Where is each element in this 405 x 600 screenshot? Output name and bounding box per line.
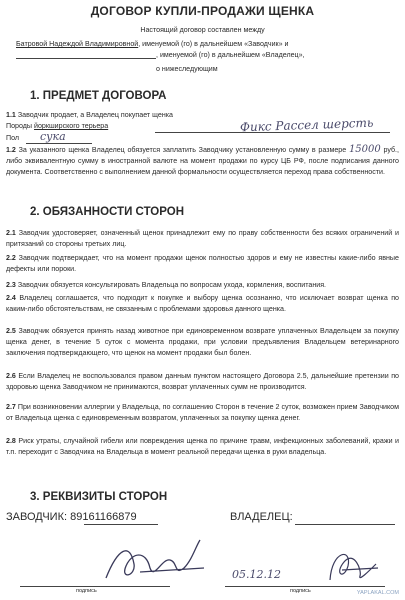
breeder-phone-underline: [84, 524, 158, 525]
section1-title: 1. ПРЕДМЕТ ДОГОВОРА: [30, 90, 167, 102]
p1-2-text-b: руб., либо эквивалентную сумму в иностранной валюте на момент продажи по курсу ЦБ РФ, после подписания данного документа. Соответственно с выполнением данной формальности осуществляется переход права собственности.: [6, 146, 399, 176]
p2-7-text: При возникновении аллергии у Владельца, по соглашению Сторон в течение 2 суток, возможен прием Заводчиком от Владельца щенка с единовременным возвратом, уплаченных за покупку щенка денег.: [6, 403, 399, 422]
party1-name: Батровой Надеждой Владимировной: [16, 40, 139, 48]
p2-2-text: Заводчик подтверждает, что на момент продажи щенок полностью здоров и ему не известны какие-либо явные дефекты или пороки.: [6, 254, 399, 273]
p2-8: [6, 436, 399, 458]
handwritten-date: 05.12.12: [232, 568, 281, 581]
party2-role: , именуемой (го) в дальнейшем «Владелец»,: [156, 51, 305, 59]
p2-5: [6, 326, 399, 359]
p1-1-text: Заводчик продает, а Владелец покупает щенка: [17, 111, 173, 119]
section2-title: 2. ОБЯЗАННОСТИ СТОРОН: [30, 206, 185, 218]
party1-line: [16, 39, 289, 50]
owner-signature: [322, 540, 382, 588]
breeder-signature-caption: подпись: [76, 588, 97, 594]
p1-2: [6, 145, 399, 178]
p2-8-number: 2.8: [6, 437, 16, 445]
p2-2-number: 2.2: [6, 254, 16, 262]
p1-1-number: 1.1: [6, 111, 16, 119]
p1-1: [6, 110, 173, 121]
p2-4-text: Владелец соглашается, что подходит к покупке и выбору щенка осознанно, что исключает возврат щенка по каким-либо обстоятельствам, не связанным с проблемами здоровья данного щенка.: [6, 294, 399, 313]
p2-3: [6, 280, 399, 291]
breeder-label: ЗАВОДЧИК: 89161166879: [6, 511, 137, 523]
p2-1: [6, 228, 399, 250]
watermark: YAPLAKAL.COM: [356, 590, 399, 596]
p1-2-text-a: За указанного щенка Владелец обязуется заплатить Заводчику установленную сумму в размере: [18, 146, 347, 154]
breed-value: йоркширского терьера: [34, 122, 109, 130]
breed-label: Породы: [6, 122, 33, 130]
owner-label: ВЛАДЕЛЕЦ:: [230, 511, 293, 523]
p2-4-number: 2.4: [6, 294, 16, 302]
p2-7-number: 2.7: [6, 403, 16, 411]
document-title: ДОГОВОР КУПЛИ-ПРОДАЖИ ЩЕНКА: [90, 4, 315, 18]
p2-3-text: Заводчик обязуется консультировать Владельца по вопросам ухода, кормления, воспитания.: [17, 281, 327, 289]
p2-2: [6, 253, 399, 275]
p2-1-text: Заводчик удостоверяет, означенный щенок принадлежит ему по праву собственности без всяких ограничений и притязаний со стороны третьих лиц.: [6, 229, 399, 248]
party2-blank-line: [16, 58, 156, 59]
sex-label: Пол: [6, 134, 20, 142]
handwritten-sex: сука: [40, 130, 66, 143]
handwritten-sum: 15000: [348, 144, 381, 155]
p2-5-text: Заводчик обязуется принять назад животное при единовременном возврате уплаченных Владельцем за покупку щенка денег, в течение 5 суток с момента продажи, при условии предъявления Владельцем ветеринарного заключения подтверждающего, что щенок на момент продажи был болен.: [6, 327, 399, 357]
intro-text: Настоящий договор составлен между: [140, 26, 265, 34]
p2-6: [6, 371, 399, 393]
breeder-signature-line: [20, 586, 170, 587]
p2-4: [6, 293, 399, 315]
owner-blank-line: [295, 524, 395, 525]
p1-2-number: 1.2: [6, 146, 16, 154]
p2-6-number: 2.6: [6, 372, 16, 380]
p2-5-number: 2.5: [6, 327, 16, 335]
sex-blank-line: [26, 143, 92, 144]
breed-blank-line: [155, 132, 390, 133]
p2-6-text: Если Владелец не воспользовался правом данным пунктом настоящего Договора 2.5, дальнейшие претензии по здоровью щенка Заводчиком не принимаются, возврат уплаченных сумм не производится.: [6, 372, 399, 391]
handwritten-breed-name: Фикс Рассел шерсть: [239, 115, 374, 135]
party2-tail: о нижеследующим: [156, 65, 218, 73]
section3-title: 3. РЕКВИЗИТЫ СТОРОН: [30, 491, 168, 503]
owner-signature-caption: подпись: [290, 588, 311, 594]
p2-3-number: 2.3: [6, 281, 16, 289]
p2-8-text: Риск утраты, случайной гибели или повреждения щенка по причине травм, инфекционных заболеваний, кражи и т.п. переходит с Заводчика на Владельца в момент реальной передачи щенка в руки владельца.: [6, 437, 399, 456]
breeder-signature: [100, 528, 210, 590]
party1-role: , именуемой (го) в дальнейшем «Заводчик» и: [138, 40, 289, 48]
p2-1-number: 2.1: [6, 229, 16, 237]
owner-signature-line: [225, 586, 385, 587]
p2-7: [6, 402, 399, 424]
